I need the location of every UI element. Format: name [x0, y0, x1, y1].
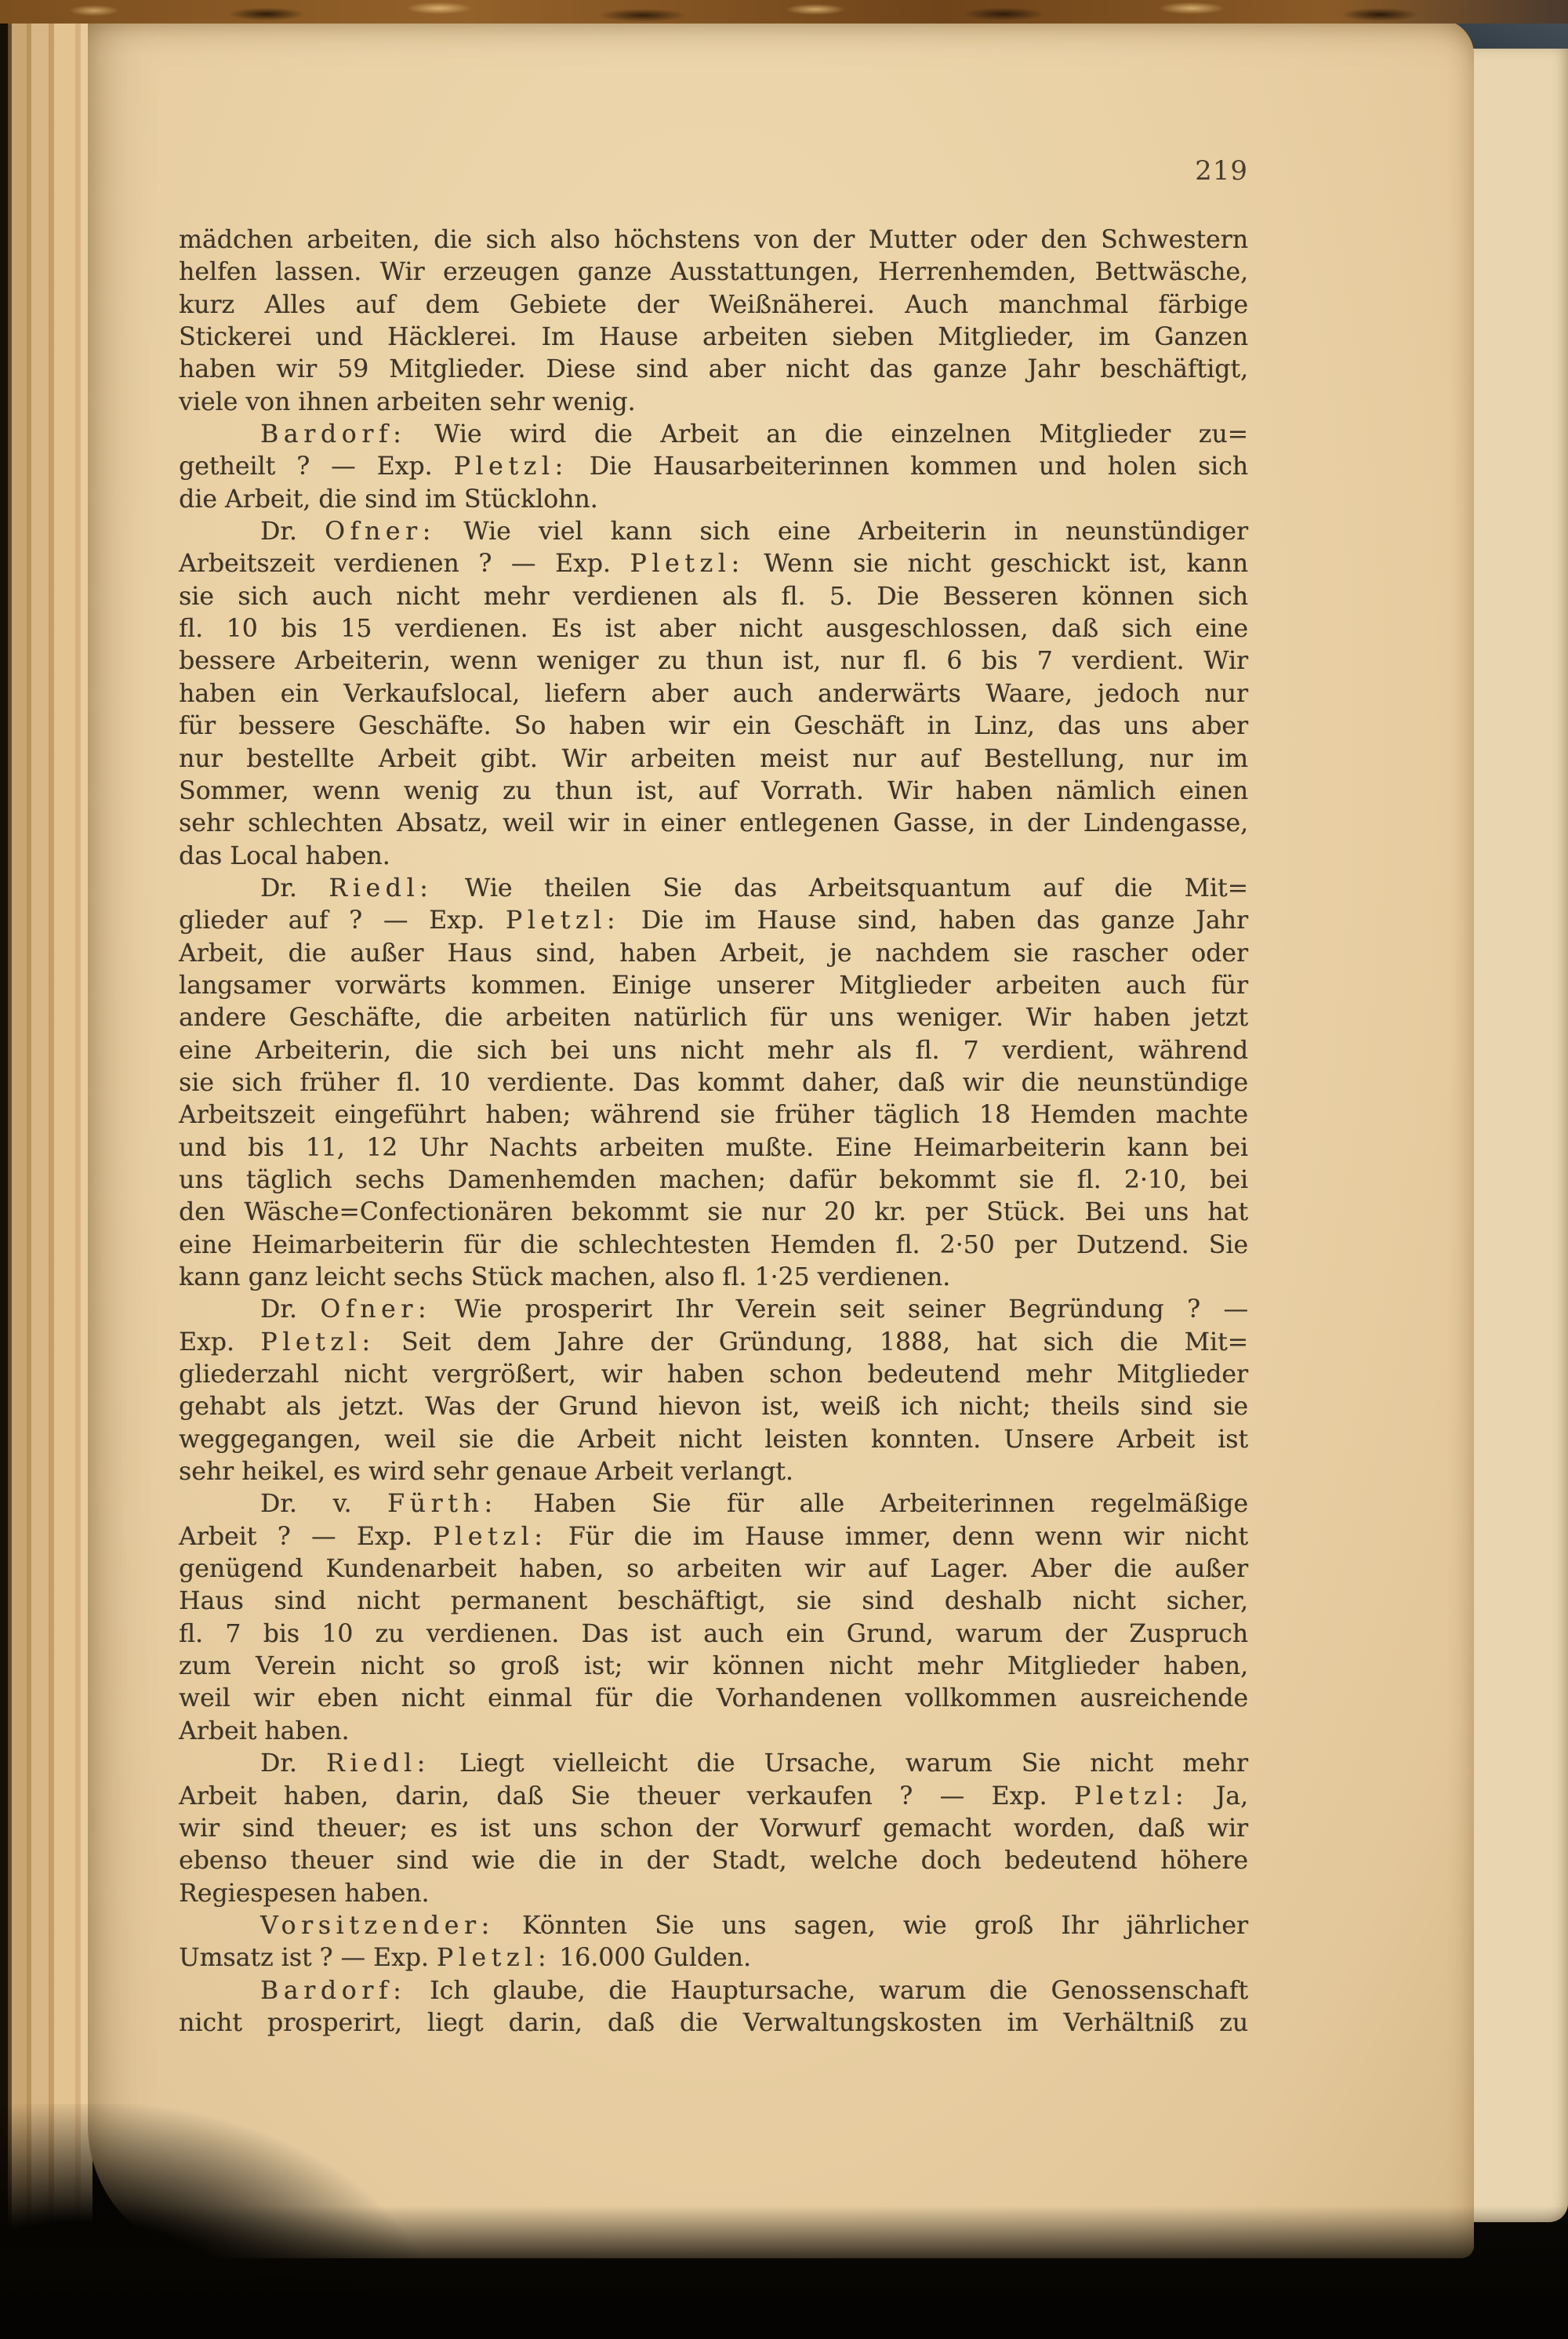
- text-segment: Arbeit haben, darin, daß Sie theuer verkaufen ? — Exp.: [179, 1781, 1074, 1811]
- text-segment: Wenn sie nicht geschickt ist, kann: [744, 550, 1248, 579]
- text-line: [179, 1585, 1248, 1618]
- text-line: [179, 710, 1248, 743]
- text-line: [179, 905, 1248, 937]
- speaker-name: Fürth:: [387, 1490, 498, 1519]
- speaker-name: Pletzl:: [260, 1327, 376, 1357]
- text-segment: genügend Kundenarbeit haben, so arbeiten wir auf Lager. Aber die außer: [179, 1555, 1248, 1584]
- text-line: [179, 354, 1248, 386]
- speaker-name: Ofner:: [325, 518, 436, 547]
- fore-edge-page-stack: [1469, 49, 1568, 2222]
- text-line: [179, 775, 1248, 808]
- text-segment: nur bestellte Arbeit gibt. Wir arbeiten meist nur auf Bestellung, nur im: [179, 744, 1248, 773]
- text-segment: zum Verein nicht so groß ist; wir können nicht mehr Mitglieder haben,: [179, 1652, 1248, 1681]
- text-line: [179, 419, 1248, 451]
- text-line: [179, 1067, 1248, 1099]
- text-segment: Dr. v.: [260, 1490, 388, 1519]
- text-line: [179, 678, 1248, 710]
- text-segment: nicht prosperirt, liegt darin, daß die Verwaltungskosten im Verhältniß zu: [179, 2008, 1248, 2037]
- speaker-name: Pletzl:: [505, 906, 621, 935]
- text-line: [179, 484, 1248, 516]
- text-line: [179, 743, 1248, 775]
- text-segment: ebenso theuer sind wie die in der Stadt, welche doch bedeutend höhere: [179, 1847, 1248, 1876]
- text-segment: Wie wird die Arbeit an die einzelnen Mitglieder zu=: [406, 420, 1248, 449]
- text-line: [179, 1878, 1248, 1910]
- speaker-name: Pletzl:: [630, 550, 745, 579]
- text-segment: gehabt als jetzt. Was der Grund hievon ist, weiß ich nicht; theils sind sie: [179, 1393, 1248, 1422]
- text-segment: viele von ihnen arbeiten sehr wenig.: [179, 387, 636, 416]
- text-segment: gliederzahl nicht vergrößert, wir haben schon bedeutend mehr Mitglieder: [179, 1360, 1248, 1389]
- text-segment: Wie viel kann sich eine Arbeiterin in neunstündiger: [435, 518, 1248, 547]
- text-segment: Seit dem Jahre der Gründung, 1888, hat sich die Mit=: [375, 1327, 1248, 1357]
- text-line: [179, 1813, 1248, 1845]
- speaker-name: Bardorf:: [260, 1976, 407, 2005]
- text-segment: das Local haben.: [179, 841, 390, 870]
- text-segment: glieder auf ? — Exp.: [179, 906, 506, 935]
- text-line: [179, 1002, 1248, 1034]
- text-line: [179, 1294, 1248, 1326]
- text-segment: haben ein Verkaufslocal, liefern aber auch anderwärts Waare, jedoch nur: [179, 679, 1248, 708]
- text-segment: getheilt ? — Exp.: [179, 452, 454, 481]
- gutter-page-edges: [0, 16, 93, 2257]
- speaker-name: Pletzl:: [436, 1944, 552, 1973]
- text-line: [179, 970, 1248, 1002]
- text-line: [179, 808, 1248, 840]
- speaker-name: Pletzl:: [433, 1522, 548, 1551]
- text-line: [179, 1683, 1248, 1715]
- text-segment: Stickerei und Häcklerei. Im Hause arbeiten sieben Mitglieder, im Ganzen: [179, 323, 1248, 352]
- text-line: [179, 1618, 1248, 1651]
- text-line: [179, 938, 1248, 970]
- speaker-name: Riedl:: [325, 1749, 430, 1778]
- text-segment: fl. 7 bis 10 zu verdienen. Das ist auch ein Grund, warum der Zuspruch: [179, 1619, 1248, 1648]
- text-segment: Dr.: [260, 873, 329, 903]
- text-line: [179, 873, 1248, 905]
- text-line: [179, 1424, 1248, 1456]
- text-segment: Arbeit haben.: [179, 1716, 350, 1745]
- text-line: [179, 1845, 1248, 1877]
- text-line: [179, 1132, 1248, 1164]
- text-line: [179, 1099, 1248, 1131]
- text-segment: Regiespesen haben.: [179, 1879, 430, 1908]
- text-segment: Wie prosperirt Ihr Verein seit seiner Begründung ? —: [431, 1295, 1248, 1324]
- speaker-name: Bardorf:: [260, 420, 407, 449]
- text-segment: Haus sind nicht permanent beschäftigt, sie sind deshalb nicht sicher,: [179, 1587, 1248, 1616]
- text-segment: Arbeit, die außer Haus sind, haben Arbeit, je nachdem sie rascher oder: [179, 939, 1248, 968]
- text-segment: kurz Alles auf dem Gebiete der Weißnäherei. Auch manchmal färbige: [179, 290, 1248, 319]
- text-segment: sie sich auch nicht mehr verdienen als fl. 5. Die Besseren können sich: [179, 582, 1248, 611]
- text-segment: langsamer vorwärts kommen. Einige unserer Mitglieder arbeiten auch für: [179, 971, 1248, 1000]
- text-line: [179, 1359, 1248, 1391]
- text-segment: für bessere Geschäfte. So haben wir ein Geschäft in Linz, das uns aber: [179, 712, 1248, 741]
- text-line: [179, 2007, 1248, 2039]
- text-segment: Für die im Hause immer, denn wenn wir nicht: [547, 1522, 1248, 1551]
- text-line: [179, 1651, 1248, 1683]
- text-segment: Ich glaube, die Hauptursache, warum die Genossenschaft: [406, 1976, 1248, 2005]
- text-line: [179, 1327, 1248, 1359]
- text-segment: Dr.: [260, 518, 325, 547]
- text-line: [179, 1910, 1248, 1942]
- text-segment: Die im Hause sind, haben das ganze Jahr: [620, 906, 1249, 935]
- text-line: [179, 1942, 1248, 1974]
- text-segment: kann ganz leicht sechs Stück machen, also fl. 1·25 verdienen.: [179, 1263, 951, 1291]
- text-segment: sehr heikel, es wird sehr genaue Arbeit verlangt.: [179, 1458, 793, 1487]
- text-line: [179, 1716, 1248, 1748]
- text-segment: haben wir 59 Mitglieder. Diese sind aber nicht das ganze Jahr beschäftigt,: [179, 355, 1248, 384]
- text-line: [179, 1975, 1248, 2007]
- text-segment: andere Geschäfte, die arbeiten natürlich für uns weniger. Wir haben jetzt: [179, 1004, 1248, 1033]
- text-segment: helfen lassen. Wir erzeugen ganze Ausstattungen, Herrenhemden, Bettwäsche,: [179, 258, 1248, 287]
- text-segment: sie sich früher fl. 10 verdiente. Das kommt daher, daß wir die neunstündige: [179, 1068, 1248, 1097]
- text-segment: Dr.: [260, 1749, 326, 1778]
- text-line: [179, 1521, 1248, 1553]
- text-segment: Könnten Sie uns sagen, wie groß Ihr jährlicher: [494, 1911, 1248, 1940]
- text-segment: uns täglich sechs Damenhemden machen; dafür bekommt sie fl. 2·10, bei: [179, 1165, 1248, 1194]
- text-segment: weil wir eben nicht einmal für die Vorhandenen vollkommen ausreichende: [179, 1684, 1248, 1713]
- marbled-top-edge: [0, 0, 1568, 24]
- text-line: [179, 1456, 1248, 1488]
- text-segment: fl. 10 bis 15 verdienen. Es ist aber nicht ausgeschlossen, daß sich eine: [179, 615, 1248, 644]
- speaker-name: Ofner:: [320, 1295, 432, 1324]
- text-segment: Die Hausarbeiterinnen kommen und holen sich: [568, 452, 1248, 481]
- speaker-name: Vorsitzender:: [260, 1911, 495, 1940]
- text-segment: weggegangen, weil sie die Arbeit nicht leisten konnten. Unsere Arbeit ist: [179, 1425, 1248, 1454]
- text-segment: Ja,: [1189, 1781, 1248, 1811]
- text-line: [179, 321, 1248, 354]
- text-line: [179, 1229, 1248, 1262]
- page-number: 219: [1195, 155, 1248, 187]
- text-block: [179, 224, 1248, 2039]
- text-line: [179, 613, 1248, 645]
- speaker-name: Pletzl:: [1073, 1781, 1189, 1811]
- text-line: [179, 1262, 1248, 1294]
- text-segment: Haben Sie für alle Arbeiterinnen regelmäßige: [497, 1490, 1248, 1519]
- text-line: [179, 581, 1248, 613]
- text-line: [179, 841, 1248, 873]
- text-segment: eine Arbeiterin, die sich bei uns nicht mehr als fl. 7 verdient, während: [179, 1036, 1248, 1065]
- text-segment: wir sind theuer; es ist uns schon der Vorwurf gemacht worden, daß wir: [179, 1814, 1248, 1843]
- text-segment: Exp.: [179, 1327, 261, 1357]
- text-line: [179, 645, 1248, 677]
- text-line: [179, 1553, 1248, 1585]
- text-line: [179, 1164, 1248, 1197]
- text-segment: Arbeitszeit eingeführt haben; während sie früher täglich 18 Hemden machte: [179, 1101, 1248, 1130]
- text-line: [179, 451, 1248, 483]
- text-segment: bessere Arbeiterin, wenn weniger zu thun ist, nur fl. 6 bis 7 verdient. Wir: [179, 647, 1248, 676]
- text-segment: eine Heimarbeiterin für die schlechtesten Hemden fl. 2·50 per Dutzend. Sie: [179, 1230, 1248, 1259]
- text-segment: mädchen arbeiten, die sich also höchstens von der Mutter oder den Schwestern: [179, 226, 1248, 254]
- text-line: [179, 516, 1248, 548]
- text-segment: Liegt vielleicht die Ursache, warum Sie nicht mehr: [430, 1749, 1248, 1778]
- text-line: [179, 1035, 1248, 1067]
- text-line: [179, 1488, 1248, 1520]
- text-segment: Wie theilen Sie das Arbeitsquantum auf die Mit=: [433, 873, 1248, 903]
- text-segment: sehr schlechten Absatz, weil wir in einer entlegenen Gasse, in der Lindengasse,: [179, 809, 1248, 838]
- text-line: [179, 548, 1248, 580]
- text-line: [179, 1781, 1248, 1813]
- text-line: [179, 1197, 1248, 1229]
- text-segment: Arbeitszeit verdienen ? — Exp.: [179, 550, 630, 579]
- text-segment: 16.000 Gulden.: [551, 1944, 751, 1973]
- text-line: [179, 289, 1248, 321]
- text-line: [179, 1391, 1248, 1423]
- text-line: [179, 224, 1248, 256]
- text-segment: Umsatz ist ? — Exp.: [179, 1944, 437, 1973]
- text-segment: Sommer, wenn wenig zu thun ist, auf Vorrath. Wir haben nämlich einen: [179, 776, 1248, 805]
- text-segment: und bis 11, 12 Uhr Nachts arbeiten mußte. Eine Heimarbeiterin kann bei: [179, 1133, 1248, 1162]
- text-segment: den Wäsche=Confectionären bekommt sie nur 20 kr. per Stück. Bei uns hat: [179, 1198, 1248, 1227]
- text-segment: Dr.: [260, 1295, 321, 1324]
- speaker-name: Pletzl:: [453, 452, 568, 481]
- text-segment: die Arbeit, die sind im Stücklohn.: [179, 485, 598, 514]
- speaker-name: Riedl:: [328, 873, 434, 903]
- bottom-shadow: [0, 2206, 1568, 2339]
- text-line: [179, 256, 1248, 289]
- text-line: [179, 387, 1248, 419]
- text-segment: Arbeit ? — Exp.: [179, 1522, 434, 1551]
- text-line: [179, 1748, 1248, 1780]
